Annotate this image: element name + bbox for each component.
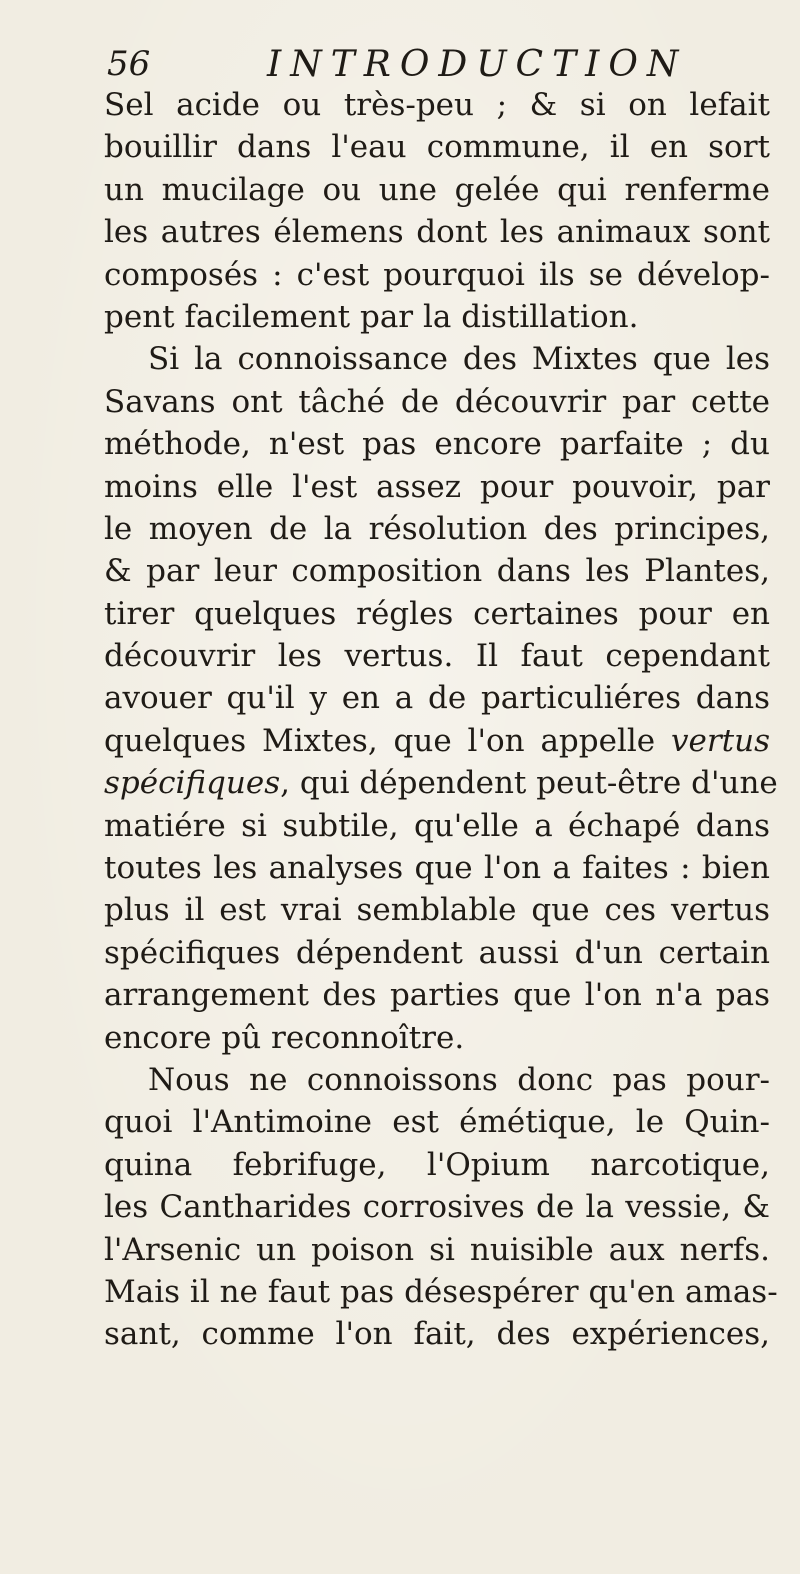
text-line: plus il est vrai semblable que ces vertus: [104, 892, 770, 929]
text-line: spécifiques dépendent aussi d'un certain: [104, 934, 770, 971]
text-line: avouer qu'il y en a de particuliéres dans: [104, 680, 770, 717]
running-head: INTRODUCTION: [267, 44, 688, 85]
text-line: quina febrifuge, l'Opium narcotique,: [104, 1146, 770, 1183]
text-line: découvrir les vertus. Il faut cependant: [104, 638, 770, 675]
body-text: [104, 84, 778, 1356]
text-line: méthode, n'est pas encore parfaite ; du: [104, 426, 770, 463]
italic-term-specifiques: spécifiques: [104, 765, 281, 802]
text-line: encore pû reconnoître.: [104, 1019, 465, 1056]
text-line: arrangement des parties que l'on n'a pas: [104, 977, 770, 1014]
text-line: les Cantharides corrosives de la vessie, &: [104, 1189, 770, 1226]
text-line: un mucilage ou une gelée qui renferme: [104, 171, 770, 208]
text-line: Mais il ne faut pas désespérer qu'en amas-: [104, 1273, 778, 1310]
text-line: l'Arsenic un poison si nuisible aux nerfs.: [104, 1231, 770, 1268]
text-line-start: quelques Mixtes, que l'on appelle: [104, 722, 671, 759]
paragraph-start-line: Nous ne connoissons donc pas pour-: [148, 1061, 770, 1098]
text-line-rest: , qui dépendent peut-être d'une: [280, 765, 778, 802]
text-line: toutes les analyses que l'on a faites : bien: [104, 850, 770, 887]
text-line: sant, comme l'on fait, des expériences,: [104, 1316, 770, 1353]
text-line: Savans ont tâché de découvrir par cette: [104, 383, 770, 420]
text-line: [104, 762, 778, 804]
text-line: bouillir dans l'eau commune, il en sort: [104, 129, 770, 166]
text-line: tirer quelques régles certaines pour en: [104, 595, 770, 632]
text-line: moins elle l'est assez pour pouvoir, par: [104, 468, 770, 505]
italic-term-vertus: vertus: [670, 722, 770, 759]
text-line: [104, 720, 770, 762]
page-number: 56: [107, 44, 151, 84]
text-line: & par leur composition dans les Plantes,: [104, 553, 770, 590]
text-line: Sel acide ou très-peu ; & si on lefait: [104, 87, 770, 123]
text-line: composés : c'est pourquoi ils se dévelop-: [104, 256, 770, 293]
text-line: les autres élemens dont les animaux sont: [104, 214, 770, 251]
text-line: quoi l'Antimoine est émétique, le Quin-: [104, 1104, 770, 1141]
paragraph-start-line: Si la connoissance des Mixtes que les: [148, 341, 770, 378]
text-line: le moyen de la résolution des principes,: [104, 510, 770, 547]
text-line: pent facilement par la distillation.: [104, 298, 639, 335]
text-line: matiére si subtile, qu'elle a échapé dans: [104, 807, 770, 844]
